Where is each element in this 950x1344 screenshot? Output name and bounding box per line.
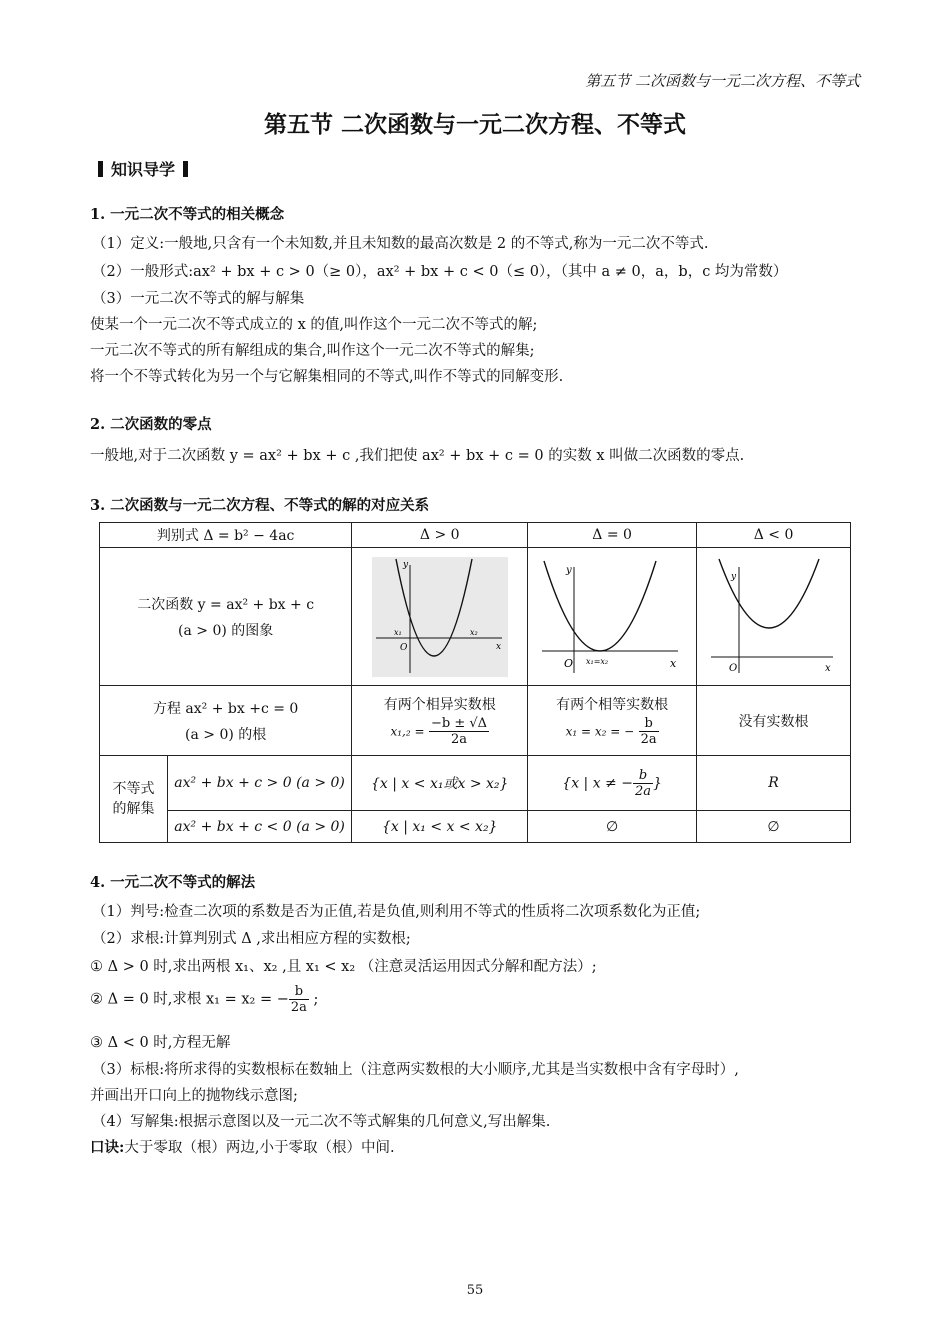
graph-background xyxy=(372,557,508,677)
head-delta-neg: Δ < 0 xyxy=(697,523,851,548)
s4-line-3: ① Δ > 0 时,求出两根 x₁、x₂ ,且 x₁ < x₂ （注意灵活运用因式分解和配方法）; xyxy=(90,959,597,975)
s4-line-4 xyxy=(90,984,318,1015)
s4-tip-text: 大于零取（根）两边,小于零取（根）中间. xyxy=(124,1140,395,1156)
origin-label: O xyxy=(399,642,408,653)
running-header: 第五节 二次函数与一元二次方程、不等式 xyxy=(585,72,860,90)
roots-cell-neg: 没有实数根 xyxy=(697,686,851,756)
lt-solution-pos: {x | x₁ < x < x₂} xyxy=(352,811,528,843)
s4-tip-label: 口诀: xyxy=(90,1139,125,1156)
s4-line-5: ③ Δ < 0 时,方程无解 xyxy=(90,1035,231,1051)
graph-cell-neg xyxy=(697,548,851,686)
ineq-row-label xyxy=(100,756,168,843)
origin-label: O xyxy=(563,656,573,670)
head-discriminant: 判别式 Δ = b² − 4ac xyxy=(100,523,352,548)
s4-line-4-fraction xyxy=(289,984,309,1015)
gt-solution-pos: {x | x < x₁或x > x₂} xyxy=(352,756,528,811)
roots-zero-den: 2a xyxy=(640,732,657,747)
s4-tip xyxy=(90,1136,395,1157)
parabola-curve xyxy=(719,559,819,628)
heading-3: 3. 二次函数与一元二次方程、不等式的解的对应关系 xyxy=(90,497,430,514)
section-label xyxy=(90,157,196,180)
root-x1-label: x₁ xyxy=(393,627,402,637)
s4-line-8: （4）写解集:根据示意图以及一元二次不等式解集的几何意义,写出解集. xyxy=(92,1114,551,1130)
ineq-row-label-text: 不等式的解集 xyxy=(112,781,155,817)
page-title: 第五节 二次函数与一元二次方程、不等式 xyxy=(263,112,686,138)
roots-pos-formula xyxy=(352,716,527,747)
roots-zero-title: 有两个相等实数根 xyxy=(556,697,669,713)
double-root-label: x₁=x₂ xyxy=(585,656,608,666)
y-axis-label: y xyxy=(730,571,736,582)
heading-2: 2. 二次函数的零点 xyxy=(90,416,212,433)
gt-expression: ax² + bx + c > 0 (a > 0) xyxy=(167,756,351,811)
roots-row-label-1: 方程 ax² + bx +c = 0 xyxy=(152,700,299,717)
s4-line-7: 并画出开口向上的抛物线示意图; xyxy=(90,1088,298,1104)
roots-pos-num: −b ± √Δ xyxy=(430,716,488,731)
head-delta-zero: Δ = 0 xyxy=(528,523,697,548)
roots-pos-title: 有两个相异实数根 xyxy=(383,697,496,713)
page-number: 55 xyxy=(466,1283,484,1298)
correspondence-table xyxy=(99,522,851,843)
x-axis-label: x xyxy=(824,662,831,674)
x-axis-label: x xyxy=(669,656,676,670)
parabola-no-root-graph xyxy=(709,553,839,681)
parabola-two-roots-graph xyxy=(370,553,510,681)
roots-zero-num: b xyxy=(639,716,659,732)
roots-zero-fraction xyxy=(639,716,659,747)
roots-zero-formula xyxy=(528,716,696,747)
x-axis-label: x xyxy=(495,641,501,652)
gt-zero-right: } xyxy=(653,775,662,791)
s4-line-4-num: b xyxy=(289,984,309,1000)
roots-cell-pos xyxy=(352,686,528,756)
graph-row-label-1: 二次函数 y = ax² + bx + c xyxy=(137,596,315,613)
gt-zero-left: {x | x ≠ − xyxy=(562,775,633,791)
gt-zero-den: 2a xyxy=(634,783,651,799)
s1-line-a: 使某一个一元二次不等式成立的 x 的值,叫作这个一元二次不等式的解; xyxy=(90,317,538,333)
root-x2-label: x₂ xyxy=(469,627,478,637)
y-axis-label: y xyxy=(565,564,572,576)
section-bar-right xyxy=(183,161,188,177)
s2-text: 一般地,对于二次函数 y = ax² + bx + c ,我们把使 ax² + bx + c = 0 的实数 x 叫做二次函数的零点. xyxy=(90,448,745,464)
lt-solution-zero: ∅ xyxy=(528,811,697,843)
s1-line-b: 一元二次不等式的所有解组成的集合,叫作这个一元二次不等式的解集; xyxy=(90,343,535,359)
gt-solution-zero xyxy=(528,756,697,811)
lt-solution-neg: ∅ xyxy=(697,811,851,843)
s4-line-4-right: ; xyxy=(308,991,319,1008)
roots-row-label-2: (a > 0) 的根 xyxy=(185,726,267,743)
parabola-curve xyxy=(544,561,656,651)
s1-form-label: （2）一般形式: xyxy=(92,264,194,280)
s4-line-2: （2）求根:计算判别式 Δ ,求出相应方程的实数根; xyxy=(92,931,411,947)
s1-definition: （1）定义:一般地,只含有一个未知数,并且未知数的最高次数是 2 的不等式,称为一元二次不等式. xyxy=(92,236,709,252)
section-bar-left xyxy=(98,161,103,177)
heading-4: 4. 一元二次不等式的解法 xyxy=(90,874,256,891)
roots-pos-formula-left: x₁,₂ = xyxy=(390,724,425,739)
roots-row-label xyxy=(100,686,352,756)
s1-form-text: ax² + bx + c > 0（≥ 0），ax² + bx + c < 0（≤ 0），（其中 a ≠ 0，a，b，c 均为常数） xyxy=(193,264,788,280)
gt-zero-fraction xyxy=(633,768,653,799)
roots-zero-formula-left: x₁ = x₂ = − xyxy=(565,724,635,739)
s1-line-c: 将一个不等式转化为另一个与它解集相同的不等式,叫作不等式的同解变形. xyxy=(90,369,564,385)
s1-general-form xyxy=(92,260,787,281)
graph-row-label xyxy=(100,548,352,686)
s4-line-6: （3）标根:将所求得的实数根标在数轴上（注意两实数根的大小顺序,尤其是当实数根中含有字母时）, xyxy=(92,1062,739,1078)
section-label-text: 知识导学 xyxy=(111,160,176,179)
s1-solution-label: （3）一元二次不等式的解与解集 xyxy=(92,291,305,307)
gt-zero-num: b xyxy=(633,768,653,784)
s4-line-1: （1）判号:检查二次项的系数是否为正值,若是负值,则利用不等式的性质将二次项系数化为正值; xyxy=(92,904,701,920)
graph-row-label-2: (a > 0) 的图象 xyxy=(178,622,274,639)
roots-pos-fraction xyxy=(429,716,489,747)
roots-cell-zero xyxy=(528,686,697,756)
origin-label: O xyxy=(728,662,737,674)
lt-expression: ax² + bx + c < 0 (a > 0) xyxy=(167,811,351,843)
graph-cell-pos xyxy=(352,548,528,686)
gt-solution-neg: R xyxy=(697,756,851,811)
heading-1: 1. 一元二次不等式的相关概念 xyxy=(90,206,285,223)
parabola-double-root-graph xyxy=(540,553,685,681)
y-axis-label: y xyxy=(402,559,408,570)
s4-line-4-left: ② Δ = 0 时,求根 x₁ = x₂ = − xyxy=(90,991,289,1008)
graph-cell-zero xyxy=(528,548,697,686)
s4-line-4-den: 2a xyxy=(290,1000,307,1015)
roots-pos-den: 2a xyxy=(450,732,467,747)
head-delta-pos: Δ > 0 xyxy=(352,523,528,548)
